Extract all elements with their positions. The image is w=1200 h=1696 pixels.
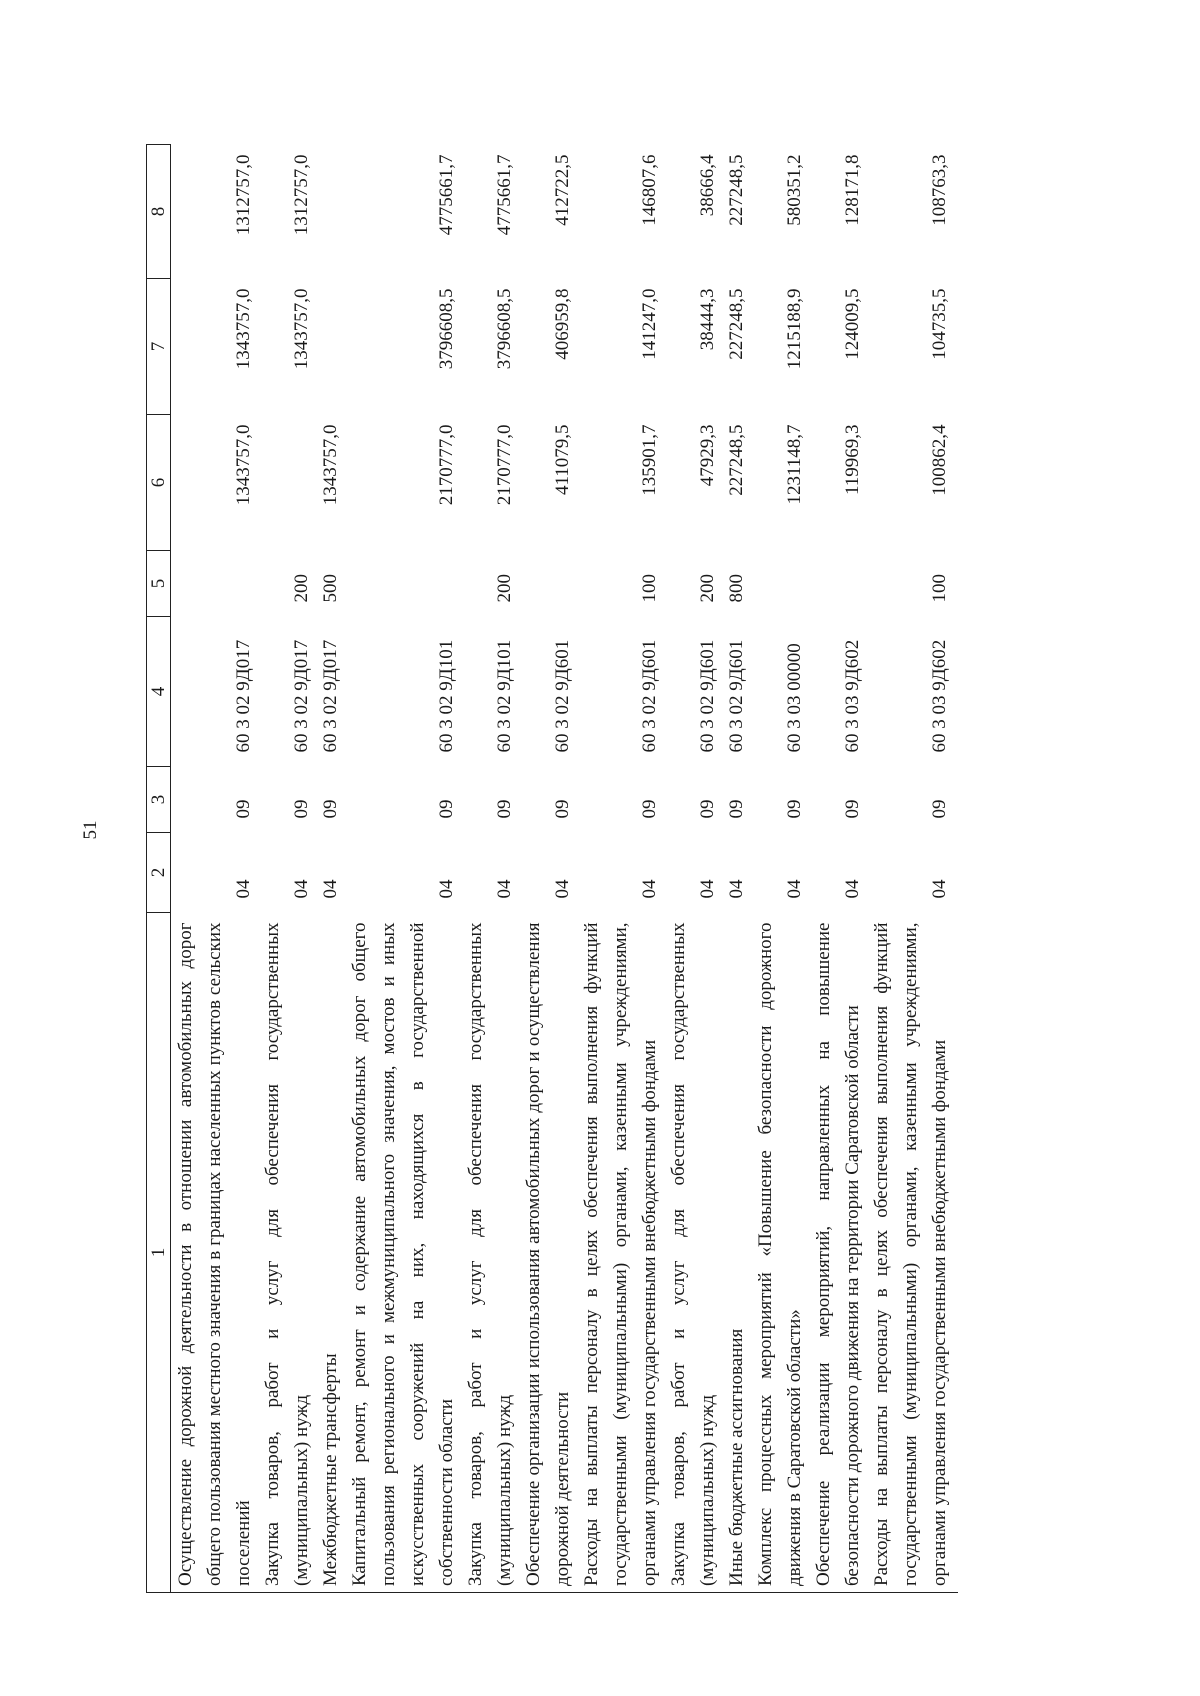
row-subsection: 09 xyxy=(784,799,805,819)
row-name: Обеспечение организации использования автомобильных дорог и осуществления дорожной деятельности xyxy=(519,913,577,1593)
budget-table xyxy=(146,144,958,1593)
row-amount-col6: 100862,4 xyxy=(929,424,950,496)
row-amount-col8: 1312757,0 xyxy=(291,154,312,236)
row-expense-type: 100 xyxy=(639,574,660,603)
row-subsection: 09 xyxy=(552,799,573,819)
row-name: Расходы на выплаты персоналу в целях обеспечения выполнения функций государственными (муниципальными) органами, казенными учреждениями, органами управления государственными внебюджетными фондами xyxy=(867,913,958,1593)
row-amount-col7: 141247,0 xyxy=(639,288,660,360)
row-expense-type: 800 xyxy=(726,574,747,603)
row-amount-col7: 38444,3 xyxy=(697,288,718,351)
row-section: 04 xyxy=(320,879,341,899)
row-name: Иные бюджетные ассигнования xyxy=(722,913,751,1593)
row-target-code: 60 3 02 9Д101 xyxy=(494,639,515,753)
table-row xyxy=(258,145,316,1593)
row-name: Межбюджетные трансферты xyxy=(316,913,345,1593)
row-section: 04 xyxy=(726,879,747,899)
row-amount-col7: 1343757,0 xyxy=(233,288,254,370)
row-expense-type xyxy=(171,551,259,617)
row-amount-col7: 3796608,5 xyxy=(436,288,457,370)
row-amount-col8: 4775661,7 xyxy=(436,154,457,236)
header-col-8: 8 xyxy=(147,145,171,279)
row-target-code: 60 3 03 9Д602 xyxy=(842,639,863,753)
table-row xyxy=(722,145,751,1593)
row-section: 04 xyxy=(552,879,573,899)
row-expense-type: 100 xyxy=(929,574,950,603)
table-row xyxy=(577,145,664,1593)
row-name: Обеспечение реализации мероприятий, направленных на повышение безопасности дорожного движения на территории Саратовской области xyxy=(809,913,867,1593)
row-expense-type: 500 xyxy=(320,574,341,603)
row-amount-col8: 227248,5 xyxy=(726,154,747,226)
row-target-code: 60 3 02 9Д017 xyxy=(291,639,312,753)
header-col-6: 6 xyxy=(147,415,171,551)
row-target-code: 60 3 02 9Д017 xyxy=(233,639,254,753)
row-section: 04 xyxy=(639,879,660,899)
row-amount-col6: 135901,7 xyxy=(639,424,660,496)
row-target-code: 60 3 02 9Д017 xyxy=(320,639,341,753)
row-amount-col8: 580351,2 xyxy=(784,154,805,226)
row-amount-col8: 128171,8 xyxy=(842,154,863,226)
row-target-code: 60 3 02 9Д101 xyxy=(436,639,457,753)
row-subsection: 09 xyxy=(320,799,341,819)
row-name: Закупка товаров, работ и услуг для обеспечения государственных (муниципальных) нужд xyxy=(461,913,519,1593)
row-section: 04 xyxy=(929,879,950,899)
row-amount-col6: 227248,5 xyxy=(726,424,747,496)
row-amount-col8 xyxy=(316,145,345,279)
row-section: 04 xyxy=(494,879,515,899)
header-col-4: 4 xyxy=(147,617,171,767)
rotated-page xyxy=(0,96,1200,1696)
row-amount-col7: 124009,5 xyxy=(842,288,863,360)
header-col-1: 1 xyxy=(147,913,171,1593)
table-row xyxy=(461,145,519,1593)
row-subsection: 09 xyxy=(494,799,515,819)
row-subsection: 09 xyxy=(233,799,254,819)
header-col-7: 7 xyxy=(147,279,171,415)
table-row xyxy=(316,145,345,1593)
row-target-code: 60 3 02 9Д601 xyxy=(552,639,573,753)
header-col-2: 2 xyxy=(147,833,171,913)
header-col-3: 3 xyxy=(147,767,171,833)
table-row xyxy=(171,145,259,1593)
row-amount-col6: 2170777,0 xyxy=(436,424,457,506)
row-amount-col6: 119969,3 xyxy=(842,424,863,496)
header-col-5: 5 xyxy=(147,551,171,617)
page-number: 51 xyxy=(80,820,101,840)
row-name: Закупка товаров, работ и услуг для обеспечения государственных (муниципальных) нужд xyxy=(664,913,722,1593)
row-amount-col6: 411079,5 xyxy=(552,424,573,496)
row-amount-col6: 47929,3 xyxy=(697,424,718,487)
row-subsection: 09 xyxy=(639,799,660,819)
row-expense-type xyxy=(809,551,867,617)
row-subsection: 09 xyxy=(697,799,718,819)
row-subsection: 09 xyxy=(436,799,457,819)
row-amount-col7: 227248,5 xyxy=(726,288,747,360)
row-name: Закупка товаров, работ и услуг для обеспечения государственных (муниципальных) нужд xyxy=(258,913,316,1593)
row-amount-col8: 38666,4 xyxy=(697,154,718,217)
row-amount-col6: 1343757,0 xyxy=(233,424,254,506)
row-section: 04 xyxy=(697,879,718,899)
row-expense-type xyxy=(519,551,577,617)
row-section: 04 xyxy=(842,879,863,899)
row-section: 04 xyxy=(436,879,457,899)
row-amount-col8: 1312757,0 xyxy=(233,154,254,236)
row-subsection: 09 xyxy=(726,799,747,819)
table-row xyxy=(809,145,867,1593)
row-expense-type: 200 xyxy=(291,574,312,603)
row-subsection: 09 xyxy=(842,799,863,819)
row-amount-col8: 4775661,7 xyxy=(494,154,515,236)
row-amount-col7: 406959,8 xyxy=(552,288,573,360)
row-target-code: 60 3 02 9Д601 xyxy=(726,639,747,753)
row-target-code: 60 3 02 9Д601 xyxy=(639,639,660,753)
table-row xyxy=(664,145,722,1593)
table-body xyxy=(171,145,959,1593)
row-target-code: 60 3 02 9Д601 xyxy=(697,639,718,753)
row-amount-col8: 412722,5 xyxy=(552,154,573,226)
row-amount-col7: 1343757,0 xyxy=(291,288,312,370)
row-amount-col6: 1343757,0 xyxy=(320,424,341,506)
row-section: 04 xyxy=(233,879,254,899)
row-amount-col7: 1215188,9 xyxy=(784,288,805,370)
row-amount-col7 xyxy=(316,279,345,415)
row-amount-col6: 1231148,7 xyxy=(784,424,805,505)
row-amount-col7: 104735,5 xyxy=(929,288,950,360)
row-expense-type: 200 xyxy=(697,574,718,603)
row-target-code: 60 3 03 9Д602 xyxy=(929,639,950,753)
table-row xyxy=(867,145,958,1593)
table-row xyxy=(345,145,461,1593)
row-subsection: 09 xyxy=(291,799,312,819)
row-section: 04 xyxy=(784,879,805,899)
row-expense-type xyxy=(345,551,461,617)
row-amount-col8: 146807,6 xyxy=(639,154,660,226)
row-amount-col6 xyxy=(258,415,316,551)
row-expense-type: 200 xyxy=(494,574,515,603)
row-subsection: 09 xyxy=(929,799,950,819)
row-target-code: 60 3 03 00000 xyxy=(784,643,805,753)
row-expense-type xyxy=(751,551,809,617)
row-amount-col6: 2170777,0 xyxy=(494,424,515,506)
header-row xyxy=(147,145,171,1593)
row-name: Осуществление дорожной деятельности в отношении автомобильных дорог общего пользования местного значения в границах населенных пунктов сельских поселений xyxy=(171,913,259,1593)
row-amount-col7: 3796608,5 xyxy=(494,288,515,370)
table-row xyxy=(751,145,809,1593)
table-header xyxy=(147,145,171,1593)
row-name: Комплекс процессных мероприятий «Повышение безопасности дорожного движения в Саратовской области» xyxy=(751,913,809,1593)
row-amount-col8: 108763,3 xyxy=(929,154,950,226)
row-section: 04 xyxy=(291,879,312,899)
row-name: Капитальный ремонт, ремонт и содержание автомобильных дорог общего пользования регионального и межмуниципального значения, мостов и иных искусственных сооружений на них, находящихся в государственной собственности области xyxy=(345,913,461,1593)
row-name: Расходы на выплаты персоналу в целях обеспечения выполнения функций государственными (муниципальными) органами, казенными учреждениями, органами управления государственными внебюджетными фондами xyxy=(577,913,664,1593)
table-row xyxy=(519,145,577,1593)
